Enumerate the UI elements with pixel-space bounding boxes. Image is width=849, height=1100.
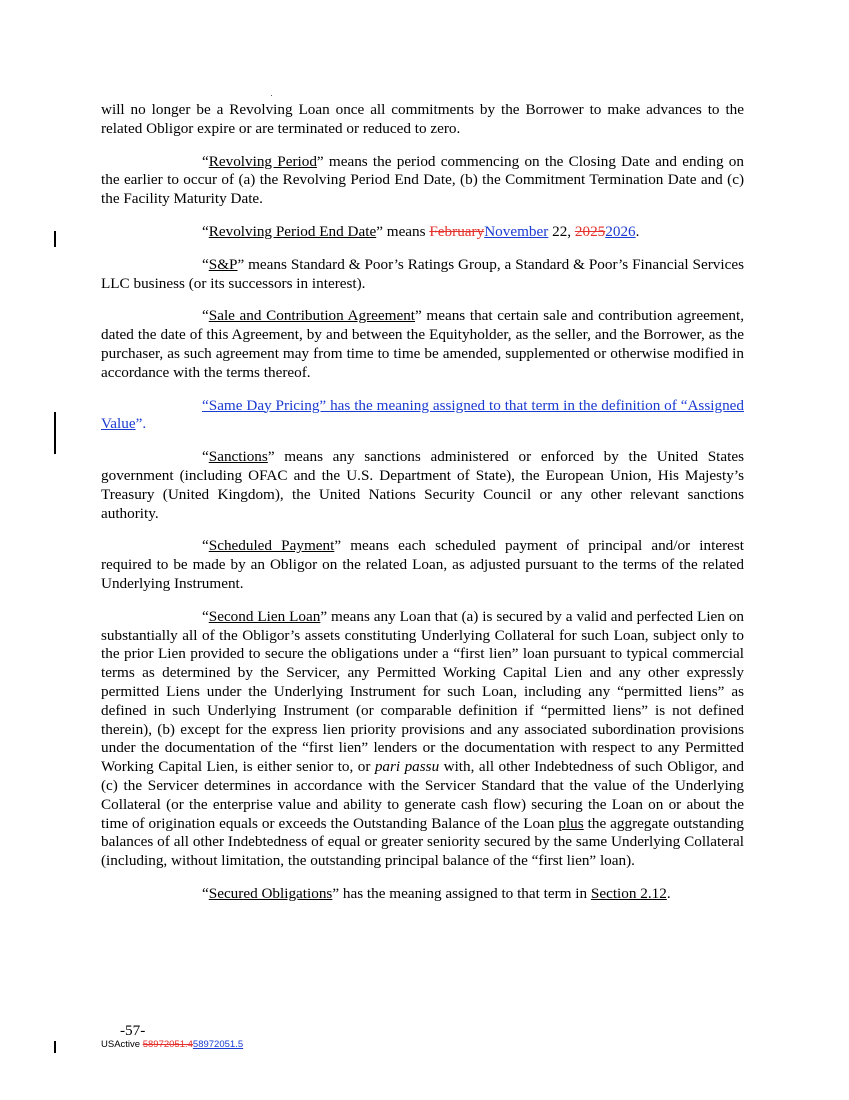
change-bar (54, 231, 56, 247)
inserted-text: 58972051.5 (192, 1039, 244, 1050)
definition-scheduled-payment: “Scheduled Payment” means each scheduled payment of principal and/or interest required to be made by an Obligor on the related Loan, as adjusted pursuant to the terms of the related Underlying Instrument. (101, 537, 744, 592)
document-body (101, 101, 744, 918)
deleted-text: 58972051.4 (142, 1039, 193, 1050)
defined-term: S&P (208, 255, 238, 273)
deleted-text: 2025 (574, 222, 606, 240)
definition-s-and-p: “S&P” means Standard & Poor’s Ratings Group, a Standard & Poor’s Financial Services LLC business (or its successors in interest). (101, 255, 744, 292)
defined-term: Scheduled Payment (208, 537, 335, 555)
inserted-text: November (484, 222, 549, 240)
defined-term: Sanctions (208, 448, 268, 466)
continuation-paragraph: will no longer be a Revolving Loan once all commitments by the Borrower to make advances to the related Obligor expire or are terminated or reduced to zero. (101, 101, 744, 137)
section-reference: Section 2.12 (590, 884, 667, 902)
definition-sanctions: “Sanctions” means any sanctions administered or enforced by the United States government (including OFAC and the U.S. Department of State), the European Union, His Majesty’s Treasury (United Kingdom), the United Nations Security Council or any other relevant sanctions authority. (101, 448, 744, 522)
defined-term: Revolving Period (208, 152, 317, 170)
document-id: USActive 58972051.458972051.5 (101, 1039, 244, 1050)
scan-artifact-dot (271, 95, 272, 96)
defined-term: Sale and Contribution Agreement (208, 307, 416, 325)
deleted-text: February (429, 222, 485, 240)
italic-text: pari passu (374, 758, 440, 776)
defined-term: Revolving Period End Date (208, 222, 377, 240)
inserted-text: 2026 (605, 222, 636, 240)
definition-secured-obligations: “Secured Obligations” has the meaning assigned to that term in Section 2.12. (202, 884, 671, 902)
underlined-text: plus (558, 814, 584, 832)
defined-term: Secured Obligations (208, 884, 333, 902)
defined-term: Second Lien Loan (208, 607, 321, 625)
change-bar (54, 1041, 56, 1053)
page-number: -57- (120, 1022, 146, 1039)
definition-same-day-pricing: “Same Day Pricing” has the meaning assigned to that term in the definition of “Assigned Value”. (101, 396, 744, 433)
inserted-text: “Same Day Pricing” has the meaning assigned to that term in the definition of “Assigned Value (101, 396, 744, 433)
definition-revolving-period-end-date: “Revolving Period End Date” means FebruaryNovember 22, 20252026. (202, 222, 640, 240)
definition-revolving-period: “Revolving Period” means the period commencing on the Closing Date and ending on the earlier to occur of (a) the Revolving Period End Date, (b) the Commitment Termination Date and (c) the Facility Maturity Date. (101, 152, 744, 208)
definition-second-lien-loan: “Second Lien Loan” means any Loan that (a) is secured by a valid and perfected Lien on substantially all of the Obligor’s assets constituting Underlying Collateral for such Loan, subject only to the prior Lien provided to secure the obligations under a “first lien” loan pursuant to typical commercial terms as determined by the Servicer, any Permitted Working Capital Lien and any other expressly permitted Liens under the Underlying Instrument for such Loan, including any “permitted liens” as defined in such Underlying Instrument (or comparable definition if “permitted liens” is not defined therein), (b) except for the express lien priority provisions and any associated subordination provisions under the documentation of the “first lien” lenders or the documentation with respect to any Permitted Working Capital Lien, is either senior to, or pari passu with, all other Indebtedness of such Obligor, and (c) the Servicer determines in accordance with the Servicer Standard that the value of the Underlying Collateral (or the enterprise value and ability to generate cash flow) securing the Loan on or about the time of origination equals or exceeds the Outstanding Balance of the Loan plus the aggregate outstanding balances of all other Indebtedness of equal or greater seniority secured by the same Underlying Collateral (including, without limitation, the outstanding principal balance of the “first lien” loan). (101, 607, 745, 870)
change-bar (54, 412, 56, 454)
definition-sale-and-contribution-agreement: “Sale and Contribution Agreement” means that certain sale and contribution agreement, dated the date of this Agreement, by and between the Equityholder, as the seller, and the Borrower, as the purchaser, as such agreement may from time to time be amended, supplemented or otherwise modified in accordance with the terms thereof. (101, 307, 744, 381)
